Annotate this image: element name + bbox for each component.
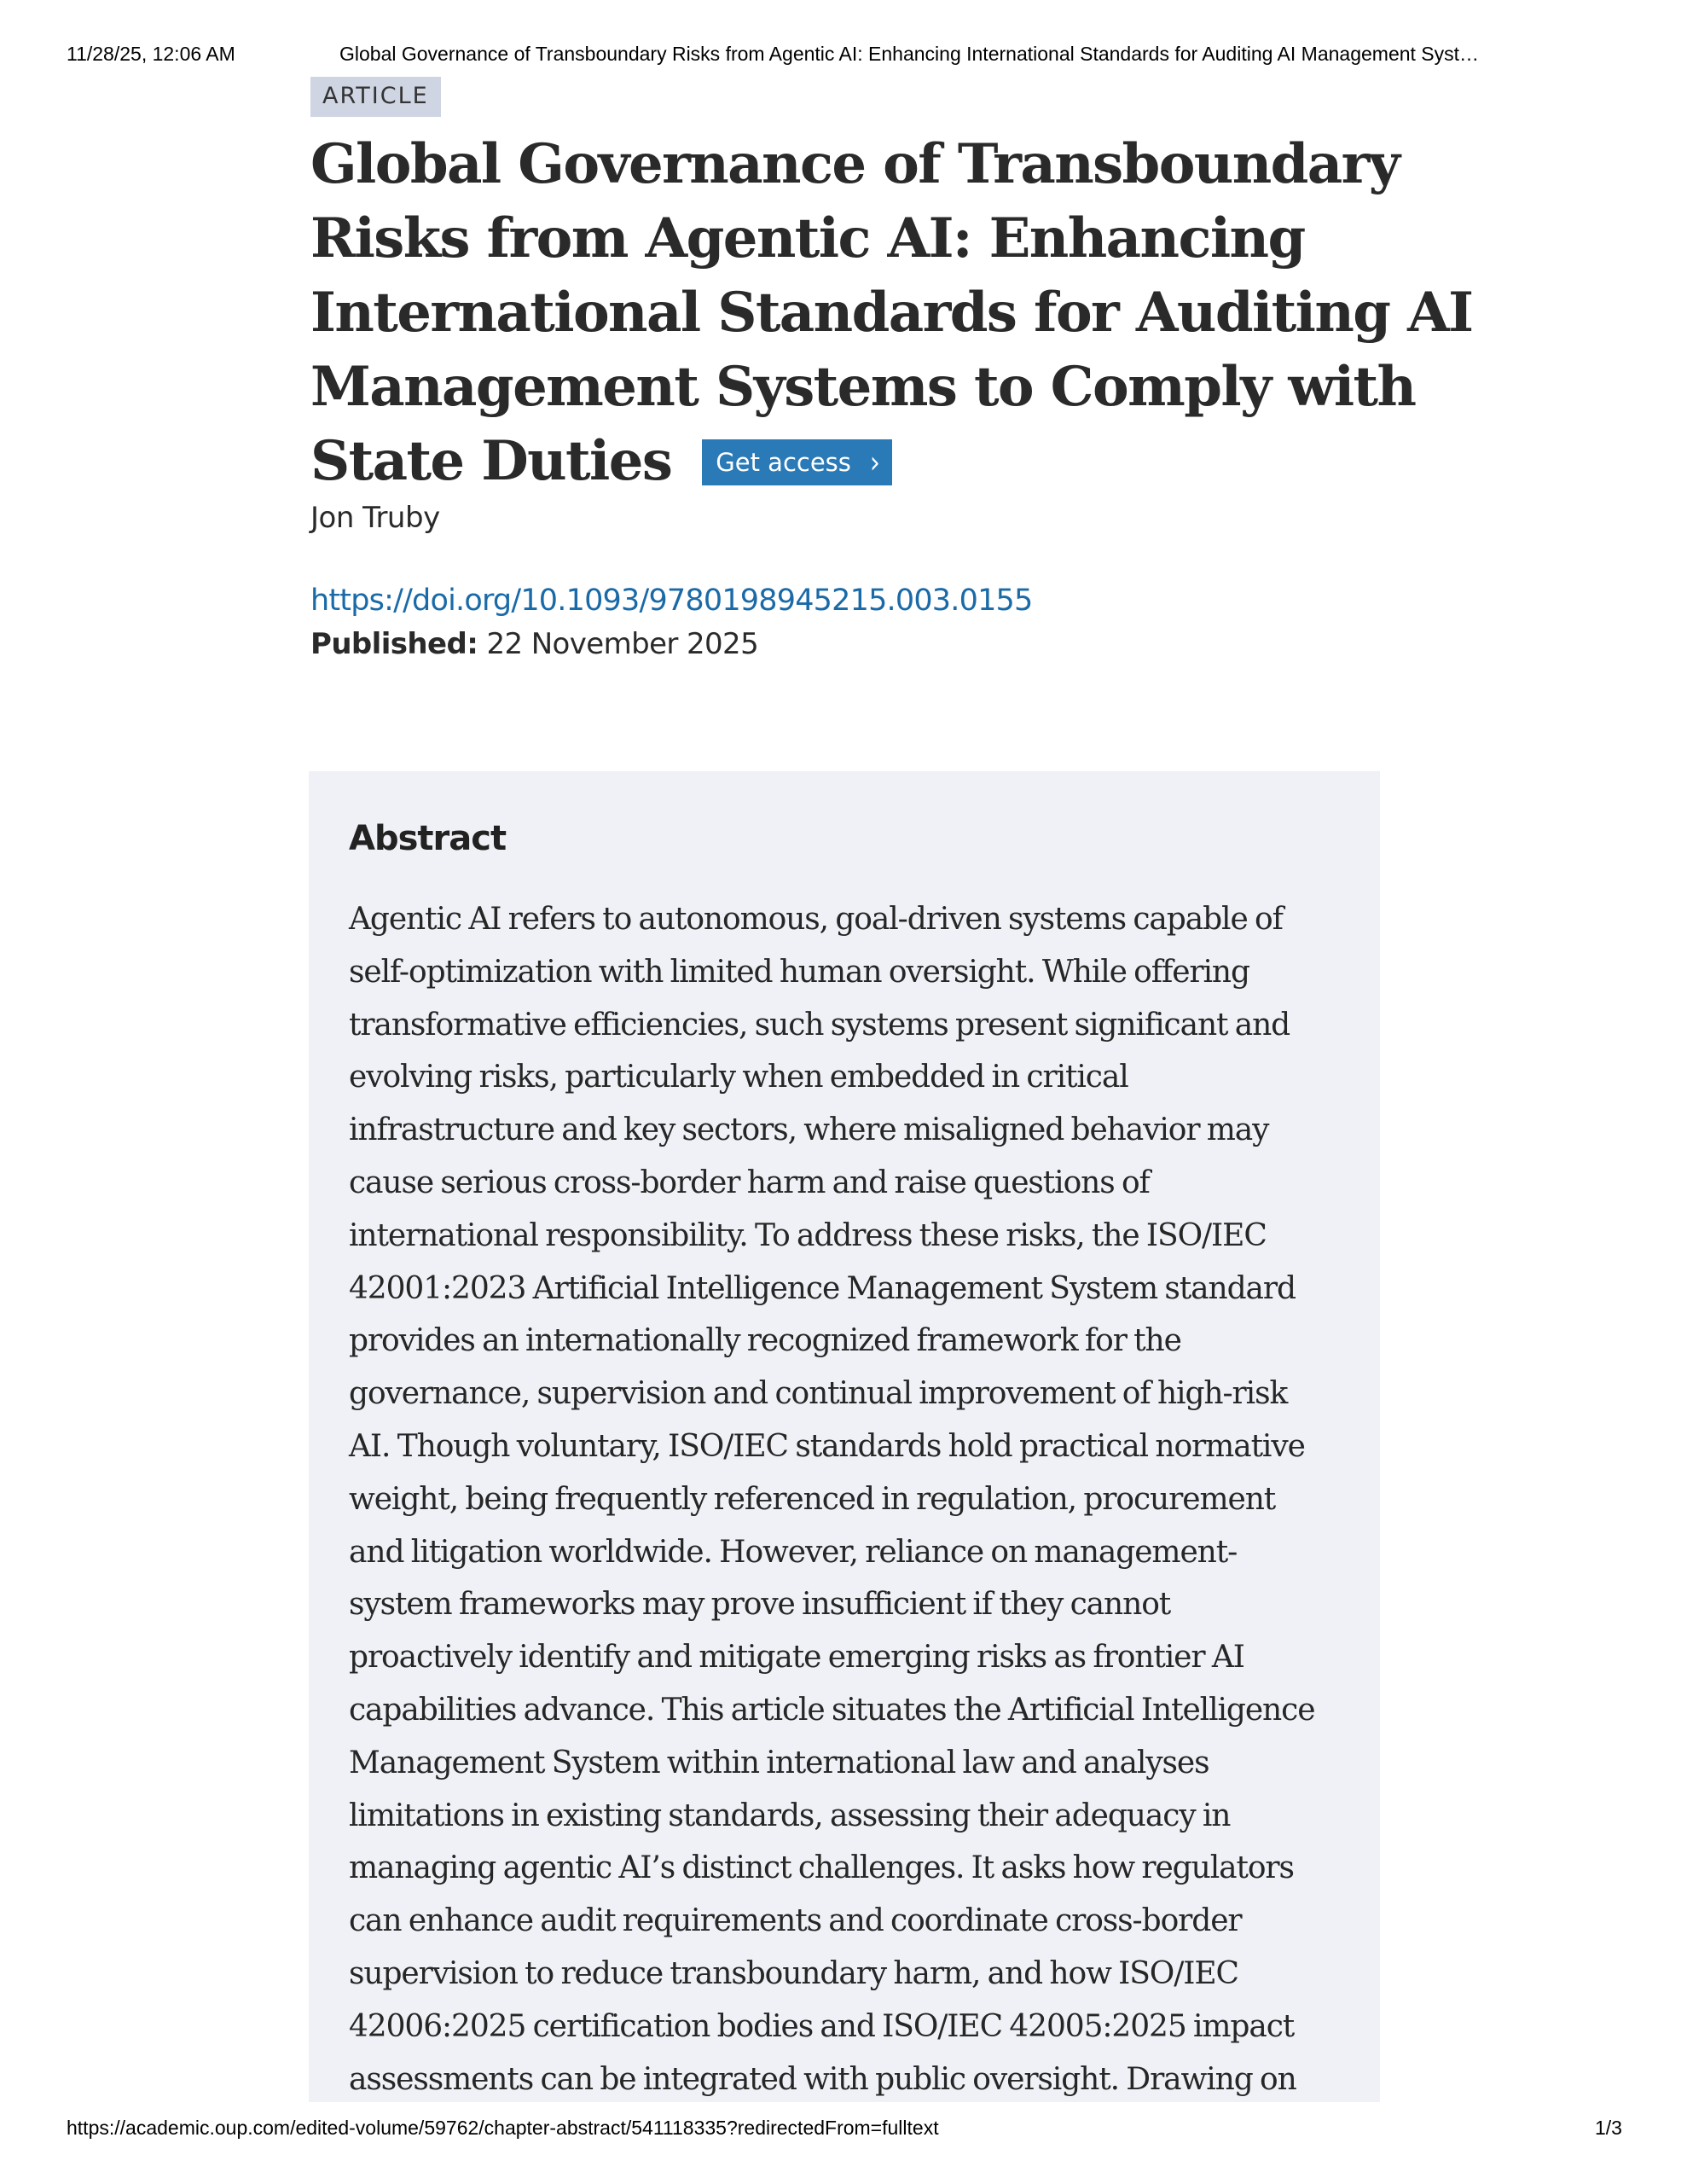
abstract-line: supervision to reduce transboundary harm, and how ISO/IEC [349,1955,1238,1991]
abstract-line: can enhance audit requirements and coordinate cross-border [349,1903,1242,1939]
abstract-line: proactively identify and mitigate emerging risks as frontier AI [349,1640,1244,1676]
article-header [310,77,1473,667]
title-line: Management Systems to Comply with [310,355,1416,419]
abstract-line: infrastructure and key sectors, where misaligned behavior may [349,1112,1269,1148]
print-page-url: https://academic.oup.com/edited-volume/59762/chapter-abstract/541118335?redirectedFrom=fulltext [67,2117,939,2139]
article-type-badge: ARTICLE [310,77,441,117]
doi-link[interactable]: https://doi.org/10.1093/9780198945215.003.0155 [310,584,1033,618]
title-line-last [310,424,1385,498]
published-date [310,621,1385,667]
get-access-label: Get access [716,448,851,477]
abstract-line: capabilities advance. This article situates the Artificial Intelligence [349,1692,1315,1728]
author-name[interactable]: Jon Truby [310,501,440,535]
abstract-line: cause serious cross-border harm and raise questions of [349,1165,1150,1200]
abstract-line: international responsibility. To address these risks, the ISO/IEC [349,1217,1267,1253]
abstract-line: governance, supervision and continual improvement of high-risk [349,1376,1288,1412]
abstract-line: Management System within international law and analyses [349,1745,1209,1780]
chevron-right-icon: › [869,444,880,480]
abstract-line: 42001:2023 Artificial Intelligence Management System standard [349,1270,1296,1306]
abstract-heading: Abstract [349,819,507,858]
abstract-line: weight, being frequently referenced in regulation, procurement [349,1481,1276,1517]
abstract-section [309,771,1380,2102]
title-line: Global Governance of Transboundary [310,132,1400,196]
print-page-number: 1/3 [1595,2117,1622,2139]
abstract-line: and litigation worldwide. However, reliance on management- [349,1534,1238,1570]
abstract-line: managing agentic AI’s distinct challenges. It asks how regulators [349,1850,1294,1886]
title-line: Risks from Agentic AI: Enhancing [310,206,1305,270]
abstract-line: evolving risks, particularly when embedded in critical [349,1060,1128,1095]
print-header [0,43,1687,70]
abstract-line: transformative efficiencies, such systems present significant and [349,1007,1290,1043]
abstract-line: AI. Though voluntary, ISO/IEC standards hold practical normative [349,1428,1305,1464]
abstract-line: self-optimization with limited human oversight. While offering [349,954,1249,990]
article-title [310,127,1473,498]
title-line: International Standards for Auditing AI [310,281,1473,345]
abstract-line: assessments can be integrated with public oversight. Drawing on [349,2061,1296,2097]
abstract-line: limitations in existing standards, assessing their adequacy in [349,1798,1231,1833]
abstract-line: provides an internationally recognized framework for the [349,1323,1181,1359]
abstract-body [349,893,1372,2106]
get-access-button[interactable] [702,439,892,485]
abstract-line: system frameworks may prove insufficient if they cannot [349,1587,1171,1623]
published-label: Published: [310,627,478,661]
abstract-line: 42006:2025 certification bodies and ISO/IEC 42005:2025 impact [349,2008,1295,2044]
abstract-line: Agentic AI refers to autonomous, goal-driven systems capable of [349,902,1283,937]
published-value: 22 November 2025 [486,627,759,661]
print-page-title: Global Governance of Transboundary Risks from Agentic AI: Enhancing International Standards for Auditing AI Management Syst… [339,43,1480,65]
title-line-text: State Duties [310,429,672,493]
print-datetime: 11/28/25, 12:06 AM [67,43,235,65]
